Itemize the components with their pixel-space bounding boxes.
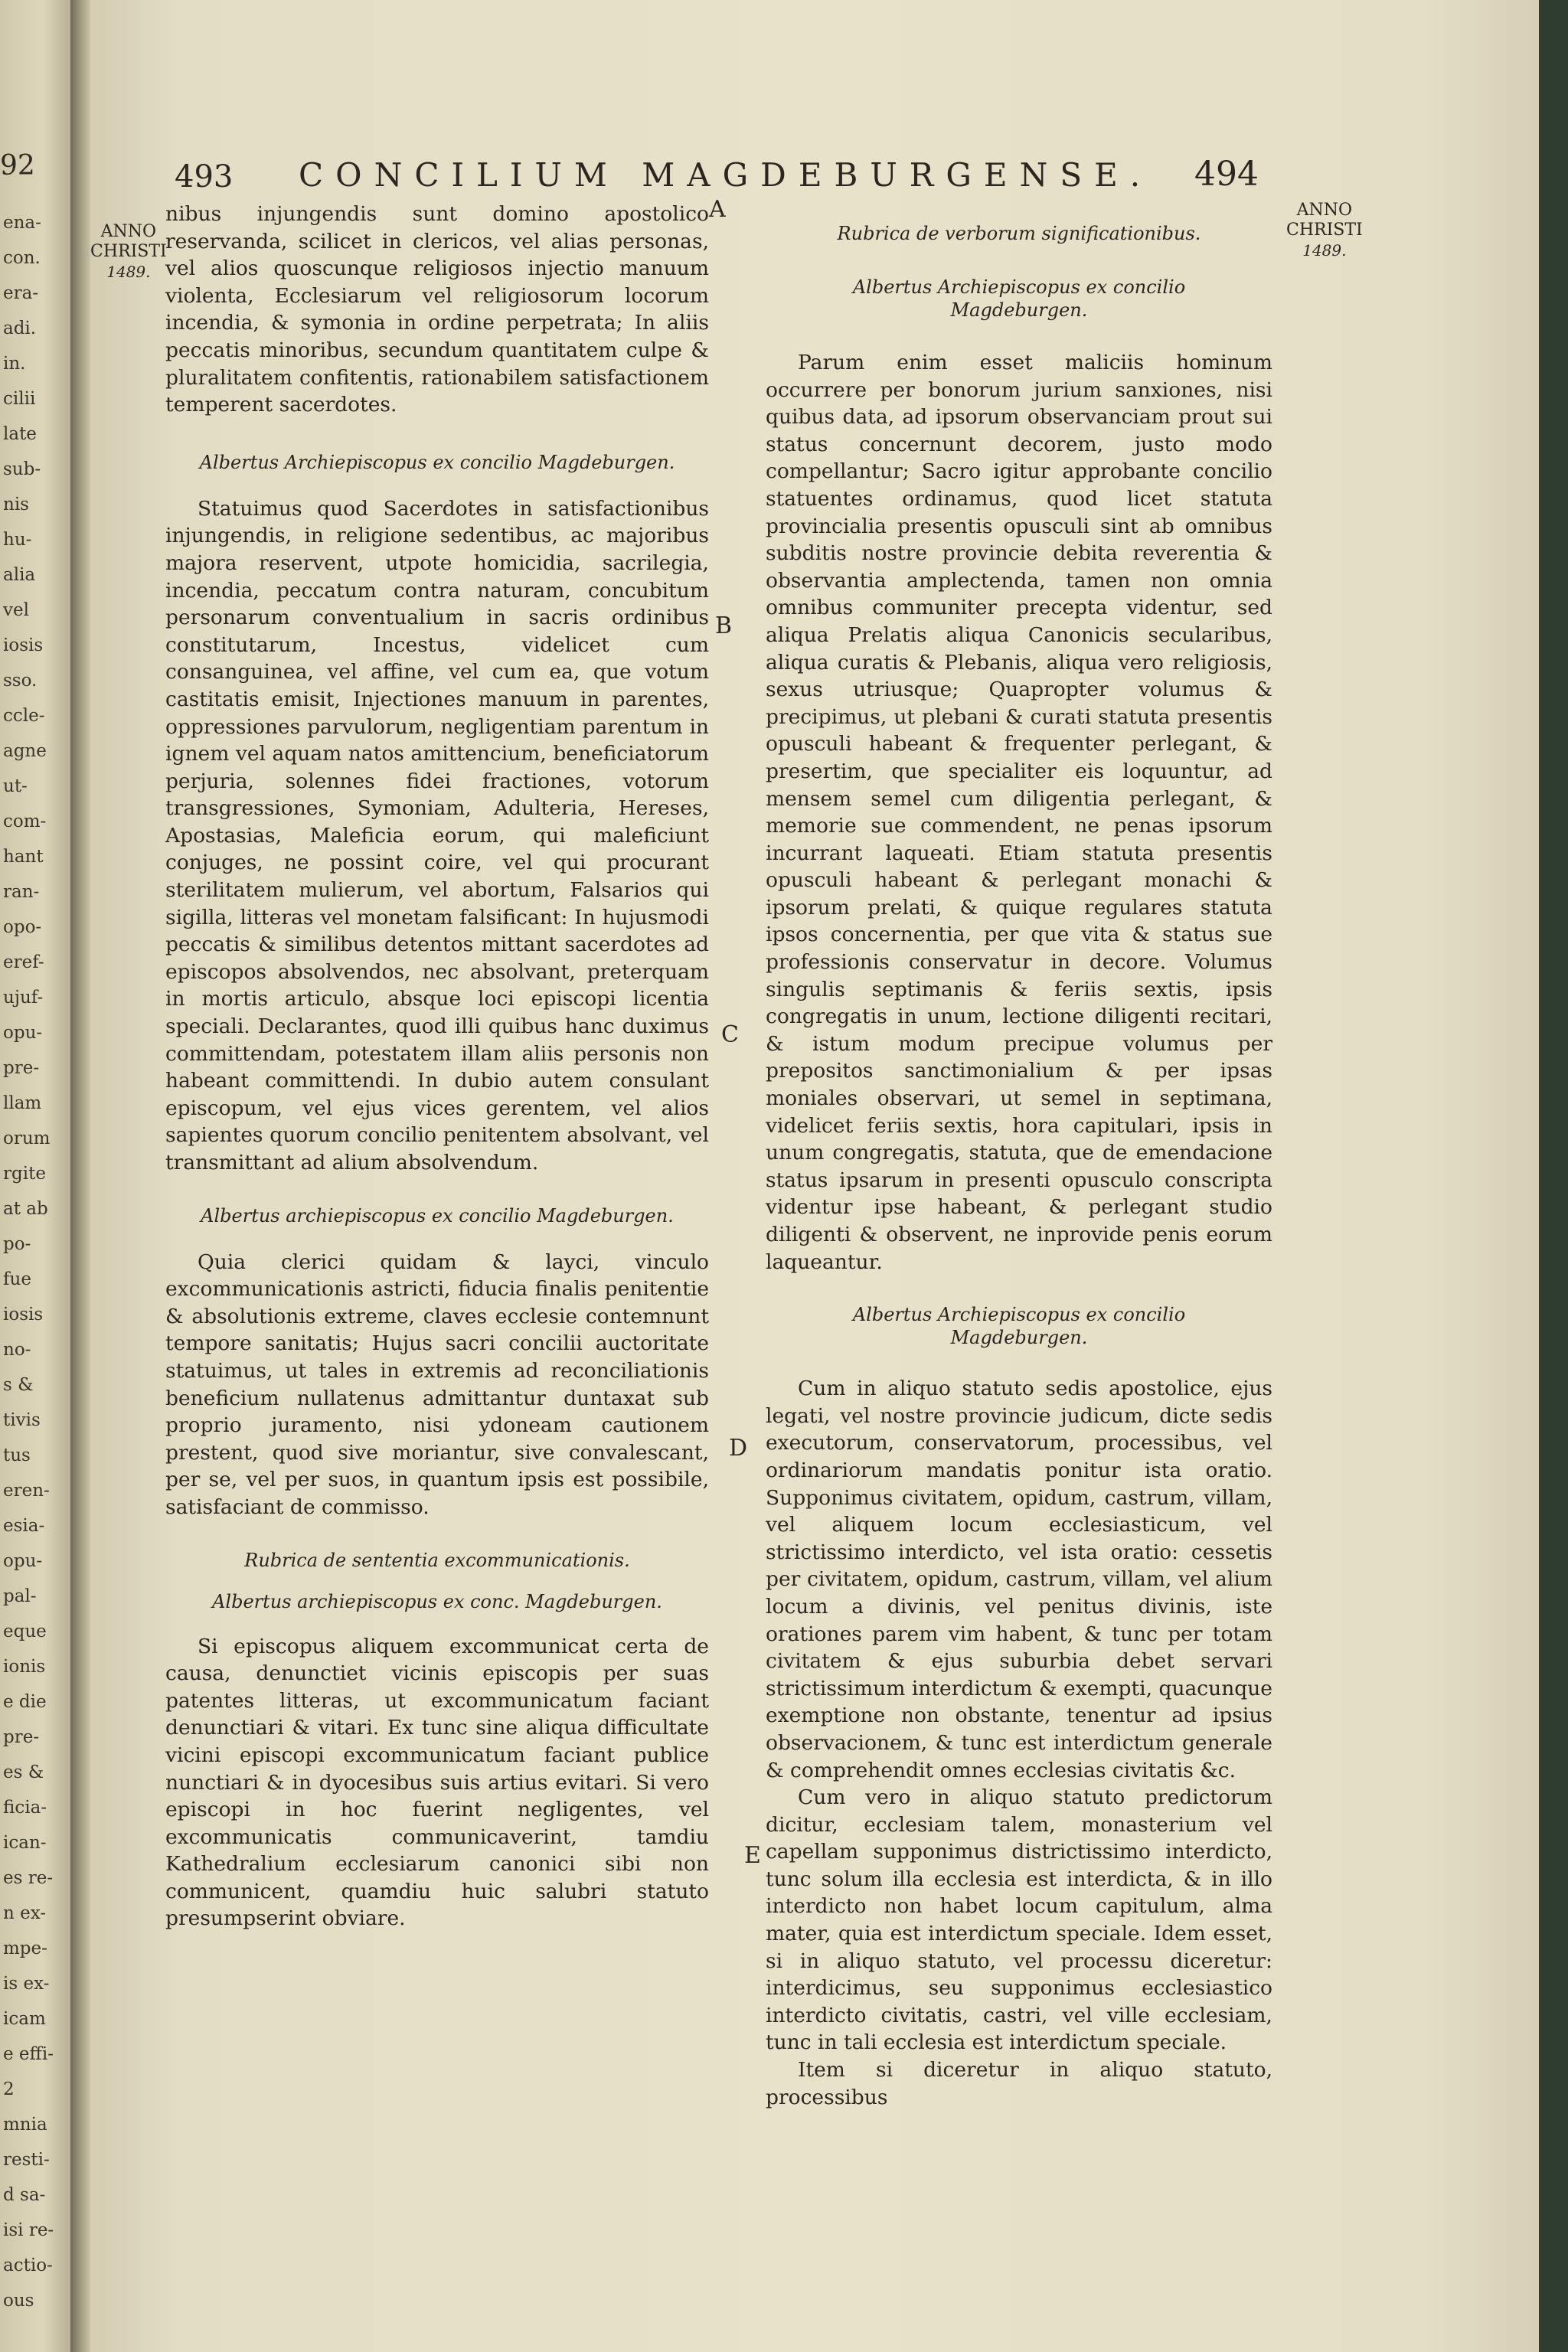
- previous-page-fragment: hu-: [3, 530, 32, 550]
- previous-page-fragment: mnia: [3, 2115, 47, 2135]
- previous-page-fragment: ican-: [3, 1833, 47, 1853]
- paragraph: Si episcopus aliquem excommunicat certa de causa, denunctiet vicinis episcopis per suas patentes litteras, ut excommunicatum faciant denunctiari & vitari. Ex tunc sine aliqua difficultate vicini episcopi excommunicatum faciant publice nunctiari & in dyocesibus suis artius evitari. Si vero episcopi in hoc fuerint negligentes, vel excommunicatis communicaverint, tamdiu Kathedralium ecclesiarum canonici sibi non communicent, quamdiu huic salubri statuto presumpserint obviare.: [165, 1634, 709, 1931]
- previous-page-fragment: com-: [3, 812, 47, 831]
- margin-year: 1489.: [1302, 241, 1347, 260]
- previous-page-fragment: iosis: [3, 635, 44, 655]
- previous-page-fragment: ficia-: [3, 1798, 47, 1818]
- previous-page-fragment: ut-: [3, 776, 28, 796]
- previous-page-fragment: is ex-: [3, 1974, 50, 1994]
- previous-page-fragment: sso.: [3, 671, 38, 691]
- previous-page-fragment: adi.: [3, 318, 37, 338]
- previous-page-fragment: tivis: [3, 1410, 41, 1430]
- previous-page-fragment: d sa-: [3, 2185, 46, 2205]
- previous-page-fragment: con.: [3, 248, 41, 268]
- right-column: [766, 222, 1272, 2111]
- previous-page-fragment: tus: [3, 1446, 31, 1465]
- previous-page-fragment: ran-: [3, 882, 40, 902]
- previous-page-fragment: resti-: [3, 2150, 50, 2170]
- previous-page-fragment: n ex-: [3, 1903, 47, 1923]
- rubric: Albertus Archiepiscopus ex concilio Magdeburgen.: [852, 1304, 1186, 1349]
- previous-page-fragment: rgite: [3, 1164, 46, 1184]
- previous-page-fragment: late: [3, 424, 37, 444]
- previous-page-fragment: ccle-: [3, 706, 45, 726]
- rubric: Rubrica de verborum significationibus.: [837, 223, 1201, 244]
- paragraph: Parum enim esset maliciis hominum occurrere per bonorum jurium sanxiones, nisi quibus data, ad ipsorum observanciam prout sui status concernunt decorem, justo modo compellantur; Sacro igitur approbante concilio statuentes ordinamus, quod licet statuta provincialia presentis opusculi sint ab omnibus subditis nostre provincie debita reverentia & observantia amplectenda, tamen non omnia omnibus communiter precepta videntur, sed aliqua Prelatis aliqua Canonicis secularibus, aliqua curatis & Plebanis, aliqua vero religiosis, sexus utriusque; Quapropter volumus & precipimus, ut plebani & curati statuta presentis opusculi habeant & frequenter perlegant, & presertim, que specialiter eis loquuntur, ad mensem semel cum diligentia perlegant, & memorie sue commendent, ne penas ipsorum incurrant laqueati. Etiam statuta presentis opusculi habeant & perlegant monachi & ipsorum prelati, & quique regulares statuta ipsos concernentia, per que vita & status sue professionis conservatur in decore. Volumus singulis septimanis & feriis sextis, ipsis congregatis in unum, lectione diligenti recitari, & istum modum precipue volumus per prepositos sanctimonialium & per ipsas moniales observari, ut semel in septimana, videlicet feriis sextis, hora capitulari, ipsis in unum congregatis, statuta, que de emendacione status ipsarum in presenti opusculo conscripta videntur ipse habeant, & perlegant studio diligenti & observent, ne inprovide penis eorum laqueantur.: [766, 351, 1272, 1274]
- left-column: [165, 201, 709, 1932]
- margin-anno: ANNO: [100, 222, 157, 241]
- rubric: Albertus archiepiscopus ex conc. Magdeburgen.: [212, 1590, 662, 1612]
- previous-page-fragment: pal-: [3, 1586, 37, 1606]
- running-title: CONCILIUM MAGDEBURGENSE.: [299, 156, 1153, 194]
- previous-page-fragment: orum: [3, 1129, 51, 1148]
- paragraph: Cum in aliquo statuto sedis apostolice, ejus legati, vel nostre provincie judicum, dicte sedis executorum, conservatorum, processibus, vel ordinariorum mandatis ponitur ista oratio. Supponimus civitatem, opidum, castrum, villam, vel aliquem locum ecclesiasticum, vel strictissimo interdicto, vel ista oratio: cessetis per civitatem, opidum, castrum, villam, vel alium locum a divinis, vel penitus divinis, iste orationes parem vim habent, & tunc per totam civitatem & ejus suburbia debet servari strictissimum interdictum & exempti, quacunque exemptione non obstante, tenentur ad ipsius observacionem, & tunc est interdictum generale & comprehendit omnes ecclesias civitatis &c.: [766, 1377, 1272, 1782]
- rubric: Albertus Archiepiscopus ex concilio Magdeburgen.: [852, 276, 1186, 321]
- previous-page-fragment: cilii: [3, 389, 36, 409]
- section-letter-a: A: [709, 196, 726, 223]
- previous-page-fragment: actio-: [3, 2256, 53, 2275]
- background-edge: [1539, 0, 1568, 2352]
- previous-page-fragment: eren-: [3, 1481, 50, 1501]
- previous-page-fragment: era-: [3, 283, 39, 303]
- previous-page-fragment: fue: [3, 1269, 31, 1289]
- previous-page-fragment: llam: [3, 1093, 42, 1113]
- margin-anno: ANNO: [1296, 201, 1353, 220]
- previous-page-fragment: opo-: [3, 917, 42, 937]
- previous-page-fragment: in.: [3, 354, 26, 374]
- margin-christi: CHRISTI: [90, 242, 167, 261]
- rubric: Albertus Archiepiscopus ex concilio Magdeburgen.: [199, 451, 675, 473]
- previous-page-fragment: es &: [3, 1762, 44, 1782]
- paragraph: Cum vero in aliquo statuto predictorum dicitur, ecclesiam talem, monasterium vel capellam supponimus districtissimo interdicto, tunc solum illa ecclesia est interdicta, & in illo interdicto non habet locum capitulum, alma mater, quia est interdictum speciale. Idem esset, si in aliquo statuto, vel processu diceretur: interdicimus, seu supponimus ecclesiastico interdicto civitatis, castri, vel ville ecclesiam, tunc in tali ecclesia est interdictum speciale.: [766, 1785, 1272, 2055]
- margin-year-right: [1286, 201, 1363, 260]
- previous-page-fragment: e effi-: [3, 2044, 54, 2064]
- previous-page-fragment: isi re-: [3, 2220, 54, 2240]
- previous-page-fragment: ujuf-: [3, 988, 44, 1008]
- previous-page-fragment: vel: [3, 600, 29, 620]
- margin-year-left: [90, 222, 167, 282]
- rubric: Rubrica de sententia excommunicationis.: [244, 1549, 630, 1571]
- section-letter-c: C: [721, 1021, 739, 1048]
- paragraph: Item si diceretur in aliquo statuto, processibus: [766, 2058, 1272, 2109]
- previous-page-fragment: pre-: [3, 1058, 40, 1078]
- previous-page-fragment: pre-: [3, 1727, 40, 1747]
- page-number-right: 494: [1194, 155, 1259, 194]
- previous-page-fragment: alia: [3, 565, 36, 585]
- previous-page-fragment: ous: [3, 2291, 34, 2311]
- previous-page-fragment: es re-: [3, 1868, 54, 1888]
- previous-page-fragment: po-: [3, 1234, 31, 1254]
- previous-page-fragment: 2: [3, 2079, 15, 2099]
- previous-page-edge: [0, 0, 70, 2352]
- book-gutter: [70, 0, 90, 2352]
- page-number-left: 493: [175, 159, 234, 194]
- previous-page-fragment: opu-: [3, 1551, 43, 1571]
- rubric: Albertus archiepiscopus ex concilio Magdeburgen.: [201, 1204, 674, 1227]
- previous-page-fragment: nis: [3, 495, 29, 514]
- previous-page-fragment: no-: [3, 1340, 31, 1360]
- previous-page-fragment: s &: [3, 1375, 34, 1395]
- section-letter-b: B: [715, 612, 733, 639]
- margin-year: 1489.: [106, 263, 151, 281]
- previous-page-fragment: sub-: [3, 459, 41, 479]
- previous-page-fragment: agne: [3, 741, 47, 761]
- previous-page-fragment: eque: [3, 1622, 47, 1642]
- previous-page-fragment: opu-: [3, 1023, 43, 1043]
- section-letter-d: D: [729, 1435, 748, 1462]
- paragraph: Quia clerici quidam & layci, vinculo excommunicationis astricti, fiducia finalis penitentie & absolutionis extreme, claves ecclesie contemnunt tempore sanitatis; Hujus sacri concilii auctoritate statuimus, ut tales in extremis ad reconciliationis beneficium nullatenus admittantur duntaxat sub proprio juramento, nisi ydoneam cautionem prestent, quod sive moriantur, sive convalescant, per se, vel per suos, in quantum ipsis est possibile, satisfaciant de commisso.: [165, 1250, 709, 1519]
- previous-page-fragment: eref-: [3, 952, 44, 972]
- section-letter-e: E: [744, 1842, 761, 1869]
- previous-page-fragment: ionis: [3, 1657, 46, 1677]
- previous-page-number: 92: [0, 150, 35, 181]
- previous-page-fragment: ena-: [3, 213, 41, 233]
- previous-page-fragment: e die: [3, 1692, 47, 1712]
- paragraph: nibus injungendis sunt domino apostolico reservanda, scilicet in clericos, vel alias personas, vel alios quoscunque religiosos injectio manuum violenta, Ecclesiarum vel religiosorum locorum incendia, & symonia in ordine perpetrata; In aliis peccatis minoribus, secundum quantitatem culpe & pluralitatem confitentis, rationabilem satisfactionem temperent sacerdotes.: [165, 202, 709, 417]
- previous-page-fragment: icam: [3, 2009, 46, 2029]
- margin-christi: CHRISTI: [1286, 220, 1363, 240]
- previous-page-fragment: at ab: [3, 1199, 48, 1219]
- previous-page-fragment: mpe-: [3, 1939, 47, 1958]
- previous-page-fragment: hant: [3, 847, 44, 867]
- previous-page-fragment: esia-: [3, 1516, 45, 1536]
- paragraph: Statuimus quod Sacerdotes in satisfactionibus injungendis, in religione sedentibus, ac majoribus majora reservent, utpote homicidia, sacrilegia, incendia, peccatum contra naturam, concubitum personarum conventualium in sacris ordinibus constitutarum, Incestus, videlicet cum consanguinea, vel affine, vel cum ea, que votum castitatis emisit, Injectiones manuum in parentes, oppressiones parvulorum, negligentiam parentum in ignem vel aquam natos amittencium, beneficiatorum perjuria, solennes fidei fractiones, votorum transgressiones, Symoniam, Adulteria, Hereses, Apostasias, Maleficia eorum, qui maleficiunt conjuges, ne possint coire, vel qui procurant sterilitatem mulierum, vel abortum, Falsarios qui sigilla, litteras vel monetam falsificant: In hujusmodi peccatis & similibus detentos mittant sacerdotes ad episcopos absolvendos, nec absolvant, preterquam in mortis articulo, absque loci episcopi licentia speciali. Declarantes, quod illi quibus hanc duximus committendam, potestatem illam aliis personis non habeant committendi. In dubio autem consulant episcopum, vel ejus vices gerentem, vel alios sapientes quorum concilio penitentem absolvant, vel transmittant ad alium absolvendum.: [165, 496, 709, 1174]
- previous-page-fragment: iosis: [3, 1305, 44, 1325]
